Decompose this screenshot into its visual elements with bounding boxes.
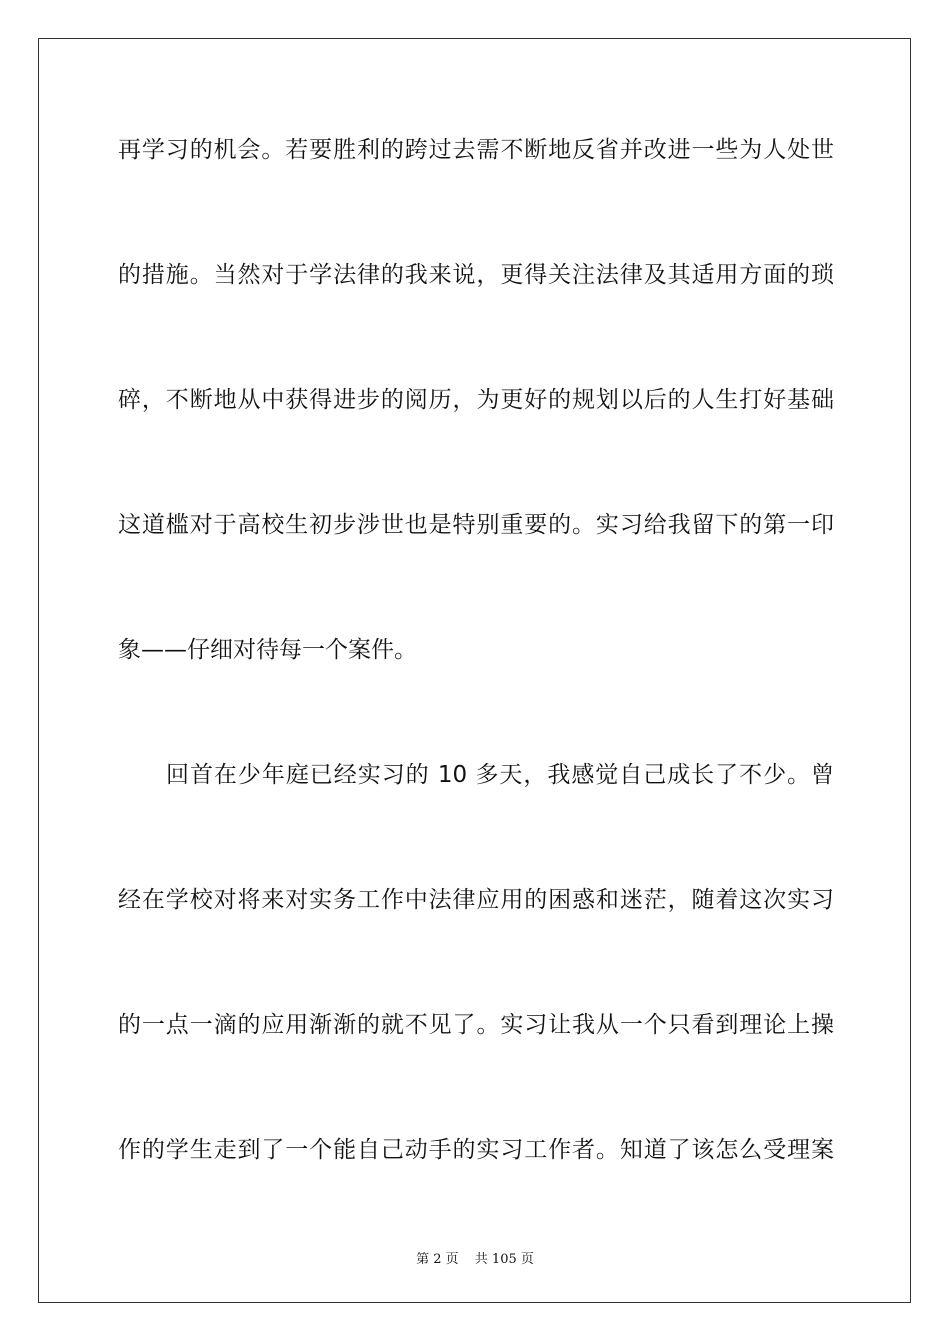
page-number: 第 2 页 [416,1252,459,1267]
body-text-line: 这道槛对于高校生初步涉世也是特别重要的。实习给我留下的第一印 [118,512,834,538]
page-frame [38,38,911,1303]
body-text-line: 回首在少年庭已经实习的 10 多天，我感觉自己成长了不少。曾 [166,762,834,788]
body-text-line: 作的学生走到了一个能自己动手的实习工作者。知道了该怎么受理案 [118,1137,834,1163]
body-text-line: 的一点一滴的应用渐渐的就不见了。实习让我从一个只看到理论上操 [118,1012,834,1038]
body-text-line: 碎，不断地从中获得进步的阅历，为更好的规划以后的人生打好基础 [118,387,834,413]
total-pages: 共 105 页 [474,1252,534,1267]
body-text-line: 再学习的机会。若要胜利的跨过去需不断地反省并改进一些为人处世 [118,137,834,163]
page-footer [0,1248,950,1267]
body-text-line: 的措施。当然对于学法律的我来说，更得关注法律及其适用方面的琐 [118,262,834,288]
body-text-line: 经在学校对将来对实务工作中法律应用的困惑和迷茫，随着这次实习 [118,887,834,913]
body-text-line: 象——仔细对待每一个案件。 [118,637,417,663]
